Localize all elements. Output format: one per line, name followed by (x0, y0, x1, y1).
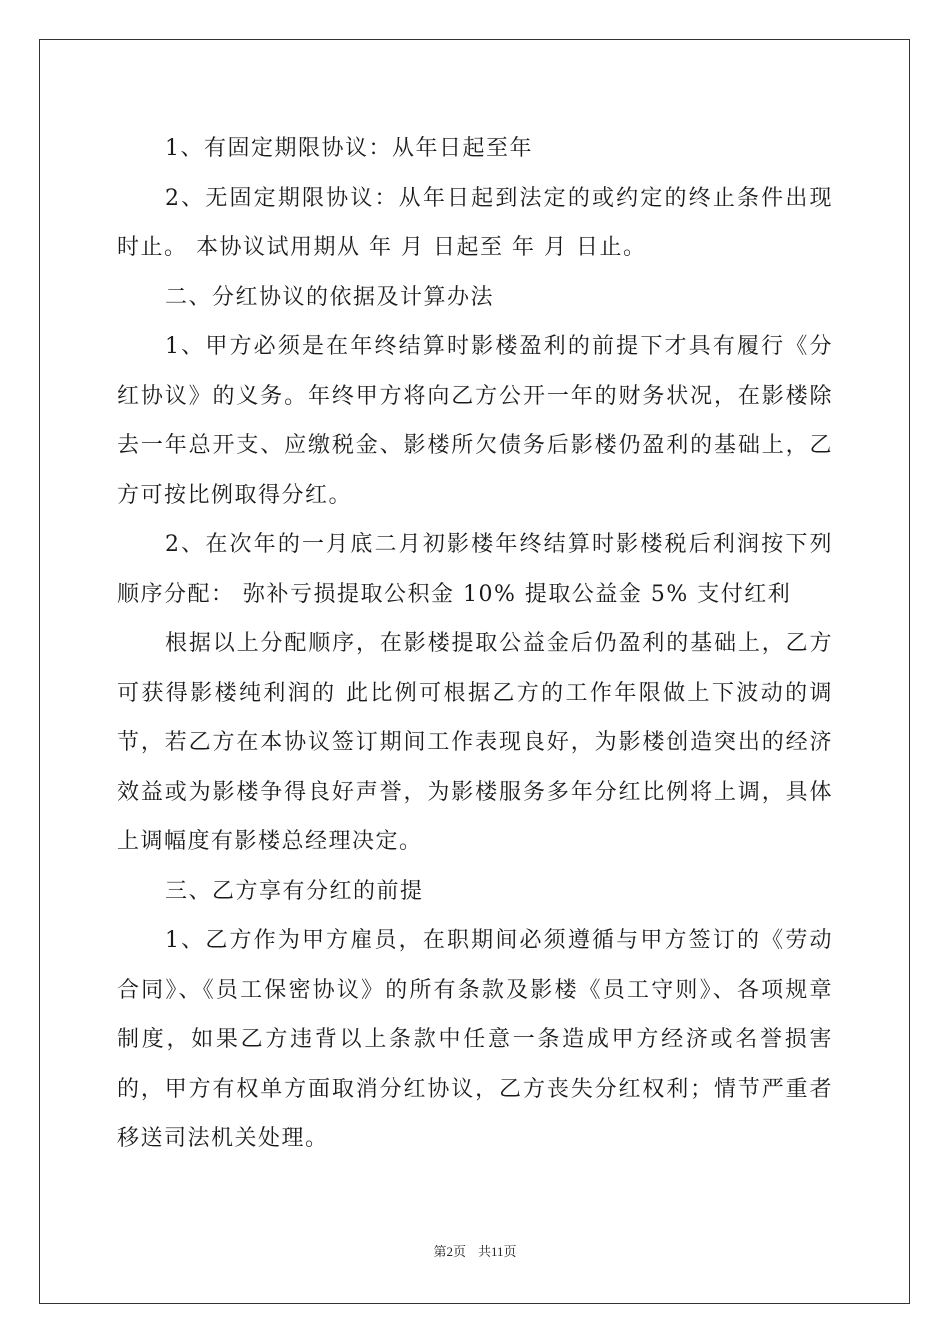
page-footer (0, 1244, 950, 1260)
clause-profit-condition: 1、甲方必须是在年终结算时影楼盈利的前提下才具有履行《分红协议》的义务。年终甲方将向乙方公开一年的财务状况，在影楼除去一年总开支、应缴税金、影楼所欠债务后影楼仍盈利的基础上，乙方可按比例取得分红。 (117, 334, 833, 508)
section-heading-dividend-prerequisite: 三、乙方享有分红的前提 (165, 878, 424, 904)
clause-open-term: 2、无固定期限协议：从年日起到法定的或约定的终止条件出现时止。 本协议试用期从 年 月 日起至 年 月 日止。 (117, 185, 833, 260)
clause-distribution-order: 2、在次年的一月底二月初影楼年终结算时影楼税后利润按下列顺序分配： 弥补亏损提取公积金 10% 提取公益金 5% 支付红利 (117, 532, 833, 607)
page-number: 第2页 (433, 1244, 466, 1259)
section-heading-dividend-basis: 二、分红协议的依据及计算办法 (165, 284, 495, 310)
clause-fixed-term: 1、有固定期限协议：从年日起至年 (165, 136, 533, 161)
clause-distribution-ratio: 根据以上分配顺序，在影楼提取公益金后仍盈利的基础上，乙方可获得影楼纯利润的 此比例可根据乙方的工作年限做上下波动的调节，若乙方在本协议签订期间工作表现良好，为影楼创造突出的经济效益或为影楼争得良好声誉，为影楼服务多年分红比例将上调，具体上调幅度有影楼总经理决定。 (117, 631, 833, 854)
document-body (117, 124, 833, 1164)
page-total: 共11页 (477, 1244, 517, 1259)
clause-employee-obligations: 1、乙方作为甲方雇员，在职期间必须遵循与甲方签订的《劳动合同》、《员工保密协议》的所有条款及影楼《员工守则》、各项规章制度，如果乙方违背以上条款中任意一条造成甲方经济或名誉损害的，甲方有权单方面取消分红协议，乙方丧失分红权利；情节严重者移送司法机关处理。 (117, 928, 833, 1151)
